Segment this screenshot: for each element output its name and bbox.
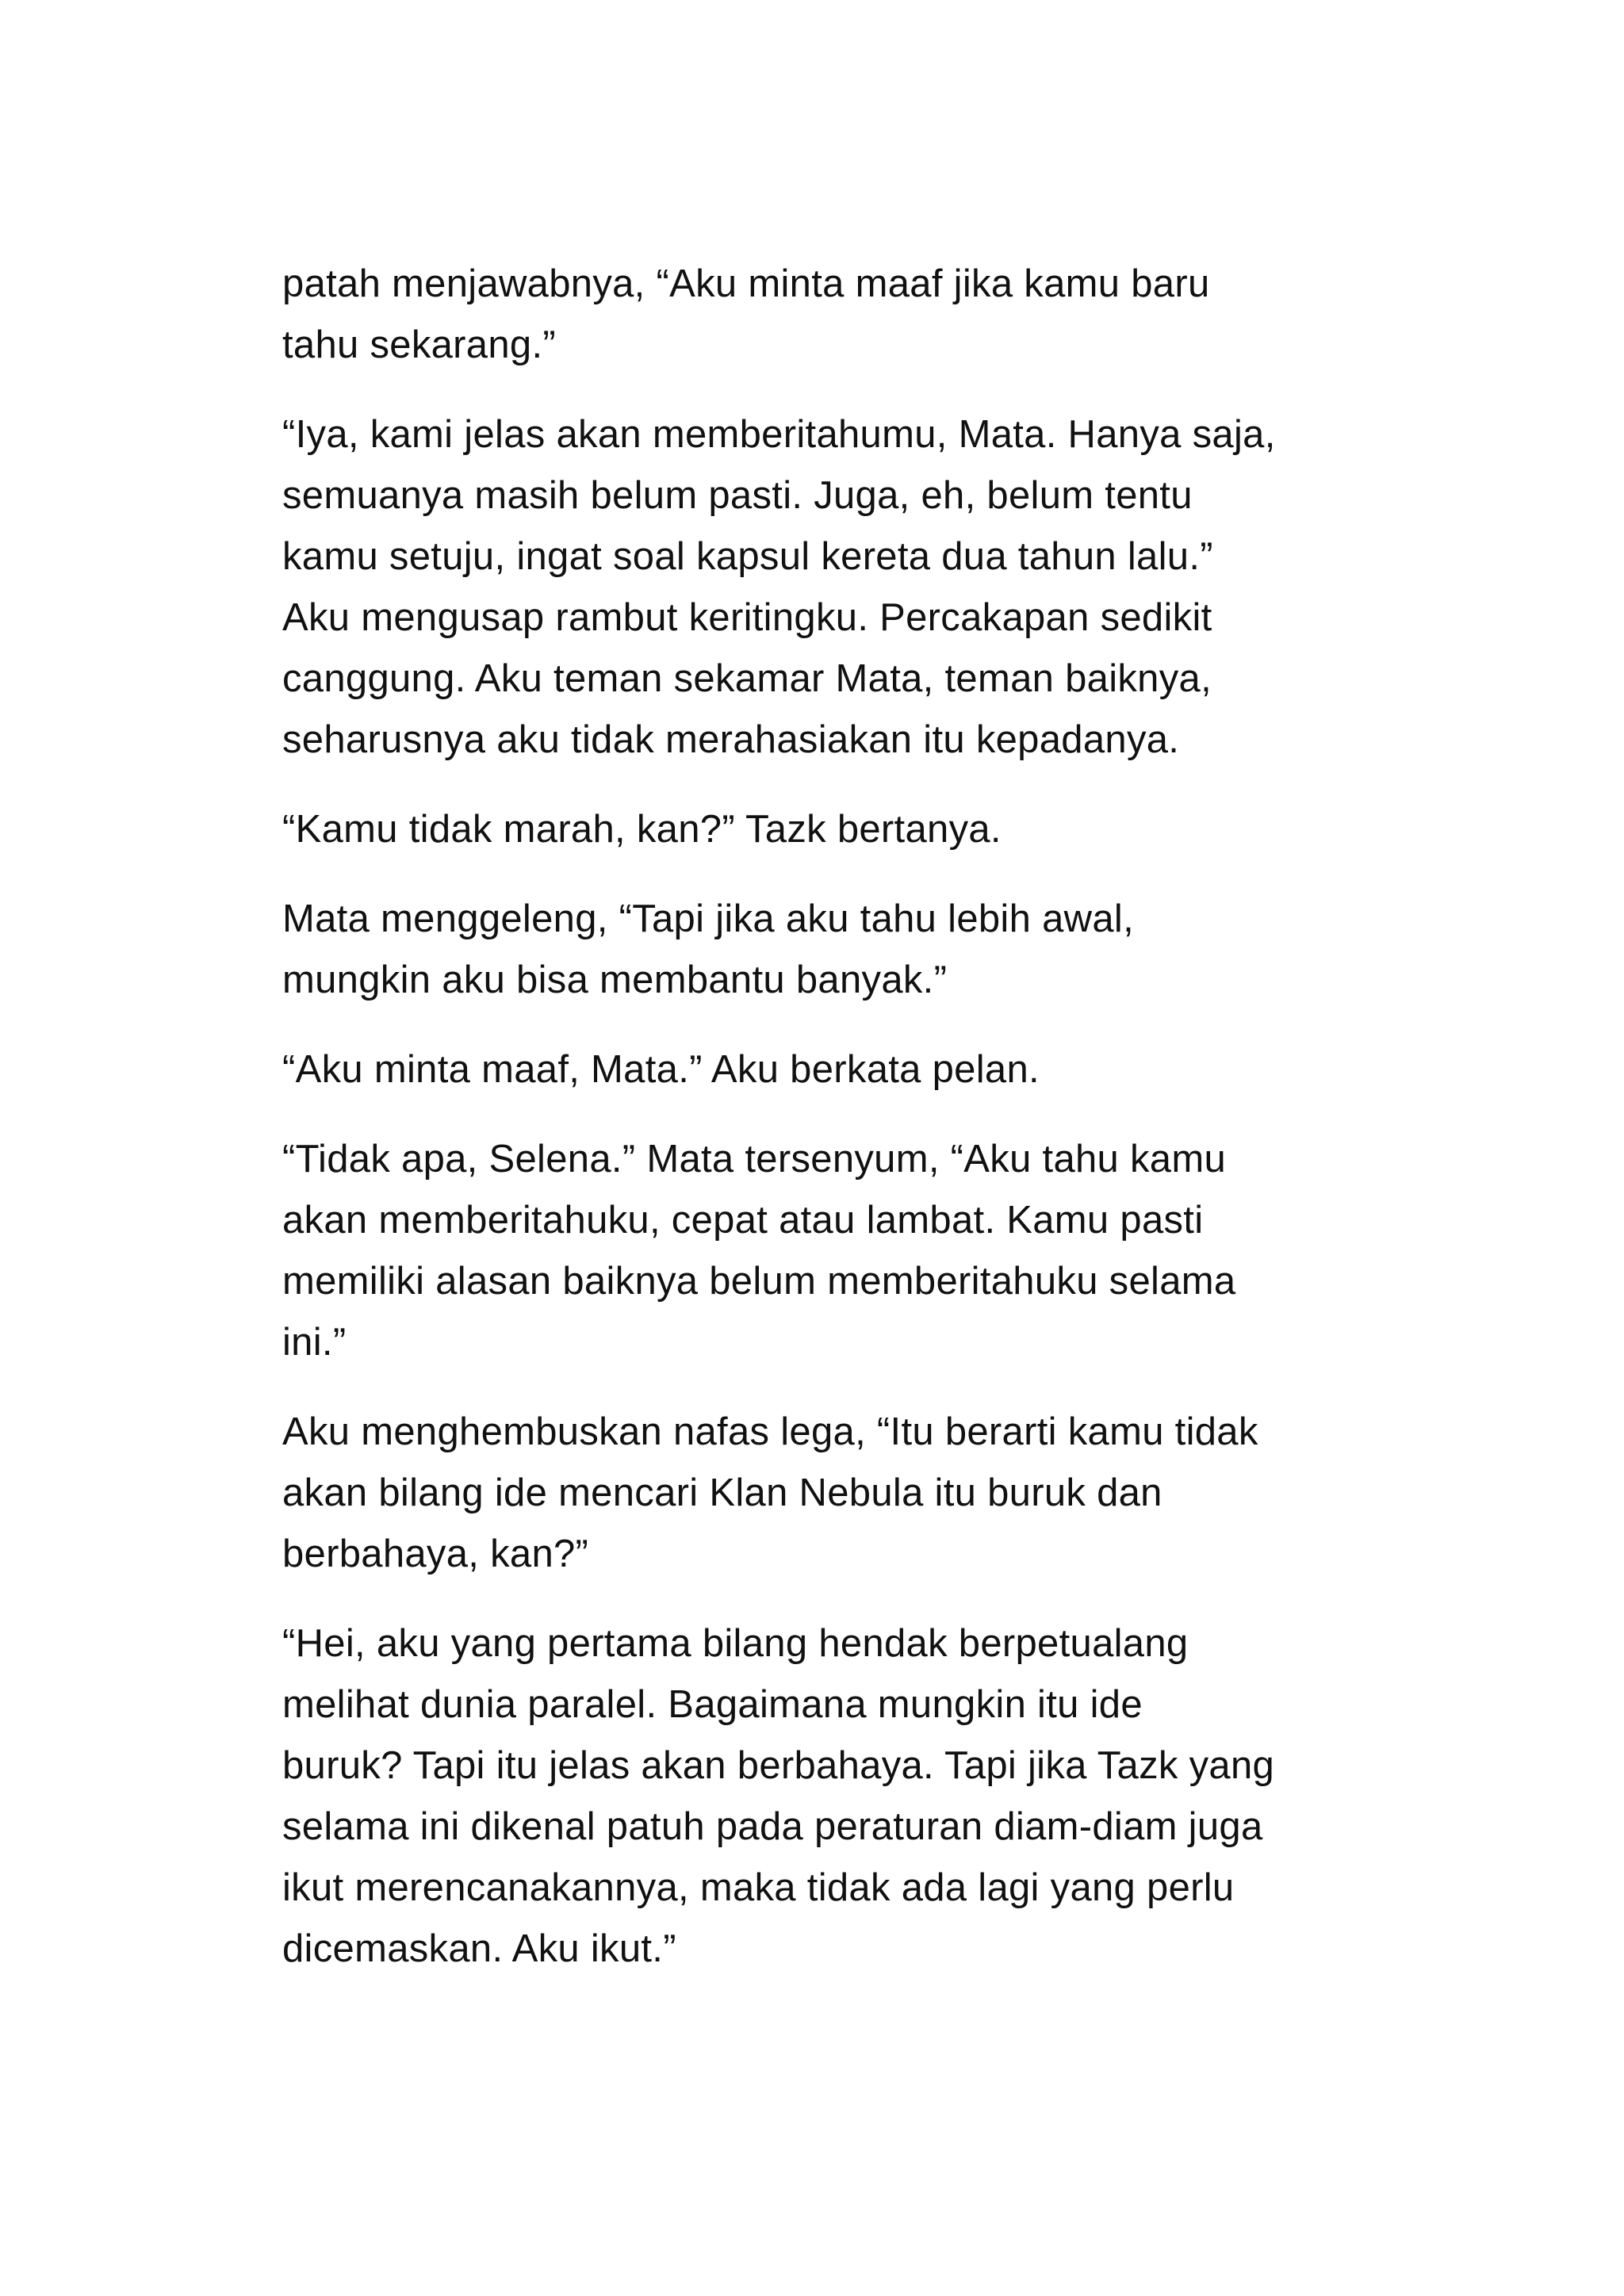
text-line: “Hei, aku yang pertama bilang hendak berpetualang <box>282 1622 1189 1665</box>
text-line: “Iya, kami jelas akan memberitahumu, Mata. Hanya saja, <box>282 413 1276 456</box>
text-line: patah menjawabnya, “Aku minta maaf jika kamu baru <box>282 262 1210 305</box>
text-line: “Kamu tidak marah, kan?” Tazk bertanya. <box>282 808 1002 851</box>
text-line: ikut merencanakannya, maka tidak ada lagi yang perlu <box>282 1866 1235 1909</box>
text-line: selama ini dikenal patuh pada peraturan diam-diam juga <box>282 1805 1263 1848</box>
text-line: mungkin aku bisa membantu banyak.” <box>282 959 948 1001</box>
text-line: buruk? Tapi itu jelas akan berbahaya. Tapi jika Tazk yang <box>282 1744 1275 1787</box>
paragraph-5 <box>282 1039 1392 1100</box>
paragraph-4 <box>282 889 1392 1011</box>
paragraph-8 <box>282 1613 1392 1980</box>
text-line: Aku mengusap rambut keritingku. Percakapan sedikit <box>282 596 1212 639</box>
text-line: “Aku minta maaf, Mata.” Aku berkata pelan. <box>282 1048 1040 1091</box>
text-line: melihat dunia paralel. Bagaimana mungkin itu ide <box>282 1683 1143 1726</box>
paragraph-6 <box>282 1129 1392 1373</box>
text-line: akan bilang ide mencari Klan Nebula itu buruk dan <box>282 1471 1162 1514</box>
text-line: Mata menggeleng, “Tapi jika aku tahu lebih awal, <box>282 897 1134 940</box>
text-line: seharusnya aku tidak merahasiakan itu kepadanya. <box>282 718 1180 761</box>
text-line: “Tidak apa, Selena.” Mata tersenyum, “Aku tahu kamu <box>282 1138 1227 1181</box>
text-line: memiliki alasan baiknya belum memberitahuku selama <box>282 1260 1236 1303</box>
text-line: dicemaskan. Aku ikut.” <box>282 1927 676 1970</box>
paragraph-2 <box>282 404 1392 771</box>
text-line: berbahaya, kan?” <box>282 1533 589 1575</box>
text-line: kamu setuju, ingat soal kapsul kereta dua tahun lalu.” <box>282 535 1213 578</box>
text-line: tahu sekarang.” <box>282 323 556 366</box>
page-body <box>282 254 1392 2008</box>
text-line: Aku menghembuskan nafas lega, “Itu berarti kamu tidak <box>282 1410 1258 1453</box>
text-line: ini.” <box>282 1321 347 1364</box>
paragraph-1 <box>282 254 1392 376</box>
text-line: semuanya masih belum pasti. Juga, eh, belum tentu <box>282 474 1193 517</box>
text-line: akan memberitahuku, cepat atau lambat. Kamu pasti <box>282 1199 1204 1242</box>
paragraph-7 <box>282 1402 1392 1585</box>
paragraph-3 <box>282 799 1392 860</box>
text-line: canggung. Aku teman sekamar Mata, teman baiknya, <box>282 657 1212 700</box>
